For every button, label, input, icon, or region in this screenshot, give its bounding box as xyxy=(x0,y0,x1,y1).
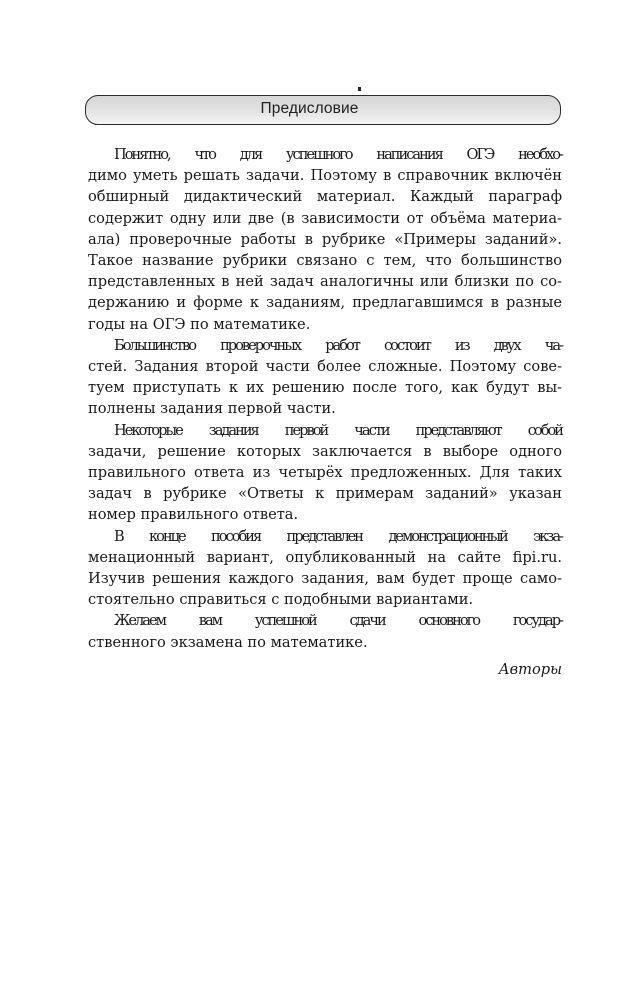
text-line: стей. Задания второй части более сложные. Поэтому сове- xyxy=(88,358,562,376)
text-line: менационный вариант, опубликованный на сайте fipi.ru. xyxy=(88,548,562,566)
text-line: туем приступать к их решению после того, как будут вы- xyxy=(88,379,562,397)
text-line: задачи, решение которых заключается в выборе одного xyxy=(88,442,562,460)
authors-signature: Авторы xyxy=(498,660,562,678)
header-tick-mark xyxy=(358,87,361,91)
text-line: димо уметь решать задачи. Поэтому в справочник включён xyxy=(88,167,562,185)
paragraph-5 xyxy=(88,610,562,652)
text-line: правильного ответа из четырёх предложенных. Для таких xyxy=(88,464,562,482)
section-title: Предисловие xyxy=(260,100,359,117)
paragraph-3 xyxy=(88,420,562,526)
text-line: Понятно, что для успешного написания ОГЭ необхо- xyxy=(114,146,562,163)
text-line: ала) проверочные работы в рубрике «Примеры заданий». xyxy=(88,230,562,248)
text-line: содержит одну или две (в зависимости от объёма материа- xyxy=(88,209,562,227)
text-line: представленных в ней задач аналогичны или близки по со- xyxy=(88,273,562,291)
text-line: ственного экзамена по математике. xyxy=(88,633,368,651)
text-line: обширный дидактический материал. Каждый параграф xyxy=(88,188,562,206)
text-line: Большинство проверочных работ состоит из двух ча- xyxy=(114,336,562,354)
text-line: Изучив решения каждого задания, вам будет проще само- xyxy=(88,570,562,588)
text-line: Такое название рубрики связано с тем, что большинство xyxy=(88,252,562,270)
paragraph-1 xyxy=(88,144,562,335)
text-line: задач в рубрике «Ответы к примерам заданий» указан xyxy=(88,485,562,503)
paragraph-4 xyxy=(88,526,562,611)
text-line: годы на ОГЭ по математике. xyxy=(88,315,311,333)
text-line: стоятельно справиться с подобными вариантами. xyxy=(88,591,474,609)
text-line: держанию и форме к заданиям, предлагавшимся в разные xyxy=(88,294,562,312)
text-line: В конце пособия представлен демонстрационный экза- xyxy=(114,527,562,545)
preface-body xyxy=(88,144,562,680)
text-line: Некоторые задания первой части представляют собой xyxy=(114,421,562,439)
paragraph-2 xyxy=(88,335,562,420)
text-line: полнены задания первой части. xyxy=(88,400,336,418)
text-line: Желаем вам успешной сдачи основного государ- xyxy=(114,612,562,630)
text-line: номер правильного ответа. xyxy=(88,506,299,524)
